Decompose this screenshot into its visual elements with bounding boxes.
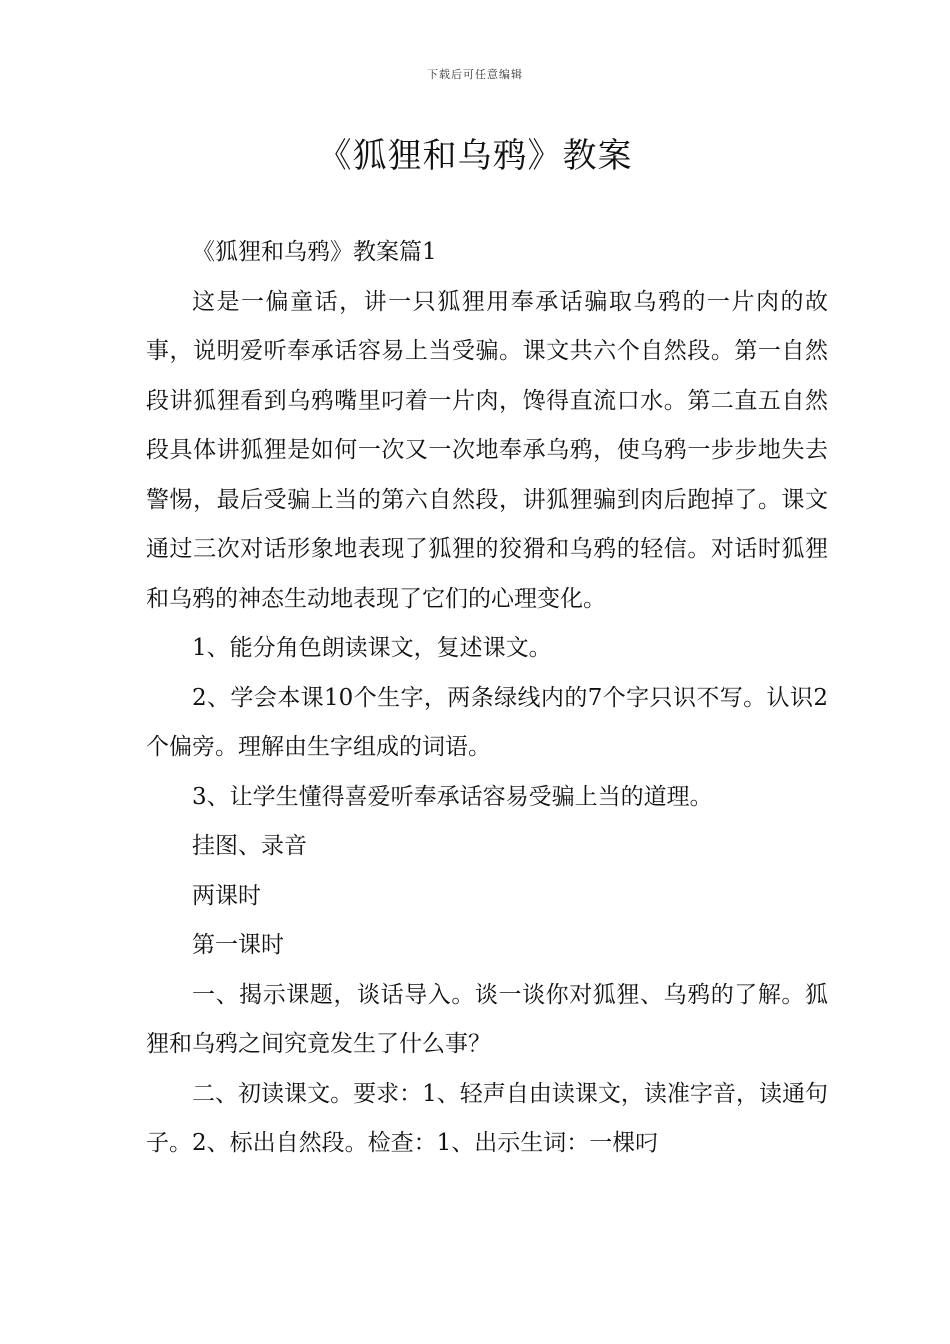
materials-line: 挂图、录音 — [192, 833, 307, 859]
goal-item-3: 3、让学生懂得喜爱听奉承话容易受骗上当的道理。 — [192, 783, 713, 810]
document-title: 《狐狸和乌鸦》教案 — [317, 136, 633, 176]
page-header-note: 下载后可任意编辑 — [427, 68, 523, 81]
body-paragraph: 这是一偏童话，讲一只狐狸用奉承话骗取乌鸦的一片肉的故事，说明爱听奉承话容易上当受骗。课文共六个自然段。第一自然段讲狐狸看到乌鸦嘴里叼着一片肉，馋得直流口水。第二直五自然段具体讲狐狸是如何一次又一次地奉承乌鸦，使乌鸦一步步地失去警惕，最后受骗上当的第六自然段，讲狐狸骗到肉后跑掉了。课文通过三次对话形象地表现了狐狸的狡猾和乌鸦的轻信。对话时狐狸和乌鸦的神态生动地表现了它们的心理变化。 — [146, 288, 828, 612]
document-body — [146, 228, 828, 1169]
step-2-paragraph: 二、初读课文。要求：1、轻声自由读课文，读准字音，读通句子。2、标出自然段。检查：1、出示生词：一棵叼 — [146, 1080, 828, 1156]
step-1-paragraph: 一、揭示课题，谈话导入。谈一谈你对狐狸、乌鸦的了解。狐狸和乌鸦之间究竟发生了什么事？ — [146, 981, 828, 1057]
lesson-heading: 第一课时 — [192, 932, 284, 958]
section-heading: 《狐狸和乌鸦》教案篇1 — [192, 239, 437, 265]
goal-item-1: 1、能分角色朗读课文，复述课文。 — [192, 635, 552, 661]
goal-item-2: 2、学会本课10个生字，两条绿线内的7个字只识不写。认识2个偏旁。理解由生字组成的词语。 — [146, 684, 828, 760]
duration-line: 两课时 — [192, 882, 261, 909]
